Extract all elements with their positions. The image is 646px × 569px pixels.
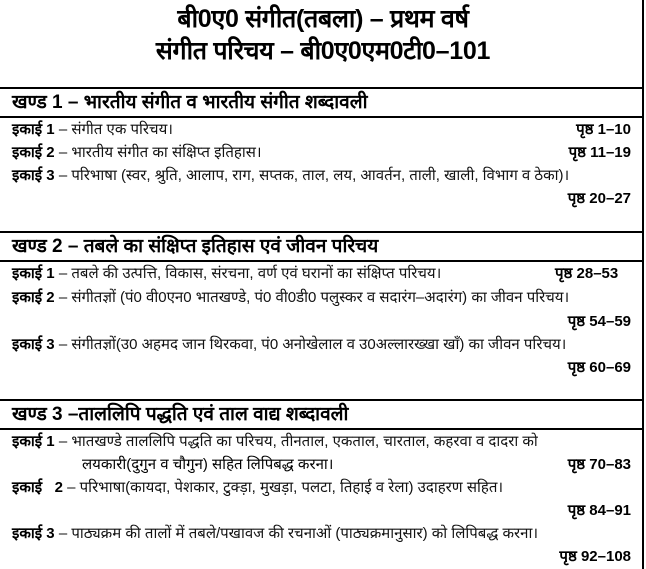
unit-label: इकाई 3 xyxy=(12,167,55,184)
unit-description: – संगीतज्ञों (पं0 वी0एन0 भातखण्डे, पं0 वी0डी0 पलुस्कर व सदारंग–अदारंग) का जीवन परिचय। xyxy=(54,289,570,306)
unit-description: – भारतीय संगीत का संक्षिप्त इतिहास। xyxy=(54,144,262,161)
unit-label: इकाई 1 xyxy=(12,433,55,450)
section-3-unit-1-page: पृष्ठ 70–83 xyxy=(567,456,631,473)
section-1-bottom-rule xyxy=(0,116,642,118)
section-3-heading: खण्ड 3 –ताललिपि पद्धति एवं ताल वाद्य शब्दावली xyxy=(12,404,349,425)
unit-description: – परिभाषा (स्वर, श्रुति, आलाप, राग, सप्तक, ताल, लय, आवर्तन, ताली, खाली, विभाग व ठेका)। xyxy=(54,167,570,184)
section-2-unit-1-page: पृष्ठ 28–53 xyxy=(555,265,619,282)
section-2-unit-2-page: पृष्ठ 54–59 xyxy=(567,313,631,330)
unit-description: – भातखण्डे ताललिपि पद्धति का परिचय, तीनताल, एकताल, चारताल, कहरवा व दादरा को xyxy=(54,433,538,450)
section-2-bottom-rule xyxy=(0,260,642,262)
section-1-unit-3-page: पृष्ठ 20–27 xyxy=(567,190,631,207)
section-3-bottom-rule xyxy=(0,428,642,430)
unit-description: – परिभाषा(कायदा, पेशकार, टुक्ड़ा, मुखड़ा, पलटा, तिहाई व रेला) उदाहरण सहित। xyxy=(62,479,504,496)
section-1-heading: खण्ड 1 – भारतीय संगीत व भारतीय संगीत शब्दावली xyxy=(12,92,368,113)
unit-label: इकाई 3 xyxy=(12,336,55,353)
section-1-top-rule xyxy=(0,87,642,89)
section-3-unit-3 xyxy=(12,523,636,545)
section-2-unit-1 xyxy=(12,263,636,285)
page-right-border xyxy=(642,0,644,569)
section-3-unit-1 xyxy=(12,431,636,453)
section-3-unit-3-page: पृष्ठ 92–108 xyxy=(559,548,631,565)
section-2-top-rule xyxy=(0,231,642,233)
section-1-unit-1-page: पृष्ठ 1–10 xyxy=(576,121,631,138)
section-2-heading: खण्ड 2 – तबले का संक्षिप्त इतिहास एवं जीवन परिचय xyxy=(12,236,379,257)
unit-description: – तबले की उत्पत्ति, विकास, संरचना, वर्ण एवं घरानों का संक्षिप्त परिचय। xyxy=(54,265,442,282)
section-1-unit-2-page: पृष्ठ 11–19 xyxy=(568,144,631,161)
unit-label: इकाई 1 xyxy=(12,265,55,282)
section-2-unit-3 xyxy=(12,334,636,356)
section-1-unit-3 xyxy=(12,165,636,187)
section-2-unit-2 xyxy=(12,287,636,309)
section-3-top-rule xyxy=(0,399,642,401)
unit-description: – संगीत एक परिचय। xyxy=(54,121,173,138)
unit-label: इकाई 2 xyxy=(12,144,55,161)
document-subtitle: संगीत परिचय – बी0ए0एम0टी0–101 xyxy=(155,37,491,65)
unit-label: इकाई 2 xyxy=(12,289,55,306)
section-1-unit-1 xyxy=(12,119,636,141)
document-title: बी0ए0 संगीत(तबला) – प्रथम वर्ष xyxy=(177,5,469,33)
section-1-unit-2 xyxy=(12,142,636,164)
unit-label: इकाई 1 xyxy=(12,121,55,138)
section-3-unit-1-continuation: लयकारी(दुगुन व चौगुन) सहित लिपिबद्ध करना। xyxy=(82,456,334,473)
unit-description: – पाठ्यक्रम की तालों में तबले/पखावज की रचनाओं (पाठ्यक्रमानुसार) को लिपिबद्ध करना। xyxy=(54,525,539,542)
unit-description: – संगीतज्ञों(उ0 अहमद जान थिरकवा, पं0 अनोखेलाल व उ0अल्लारख्खा खॉं) का जीवन परिचय। xyxy=(54,336,567,353)
section-3-unit-2 xyxy=(12,477,636,499)
section-2-unit-3-page: पृष्ठ 60–69 xyxy=(567,359,631,376)
section-3-unit-2-page: पृष्ठ 84–91 xyxy=(567,502,631,519)
unit-label: इकाई 2 xyxy=(12,479,63,496)
unit-label: इकाई 3 xyxy=(12,525,55,542)
